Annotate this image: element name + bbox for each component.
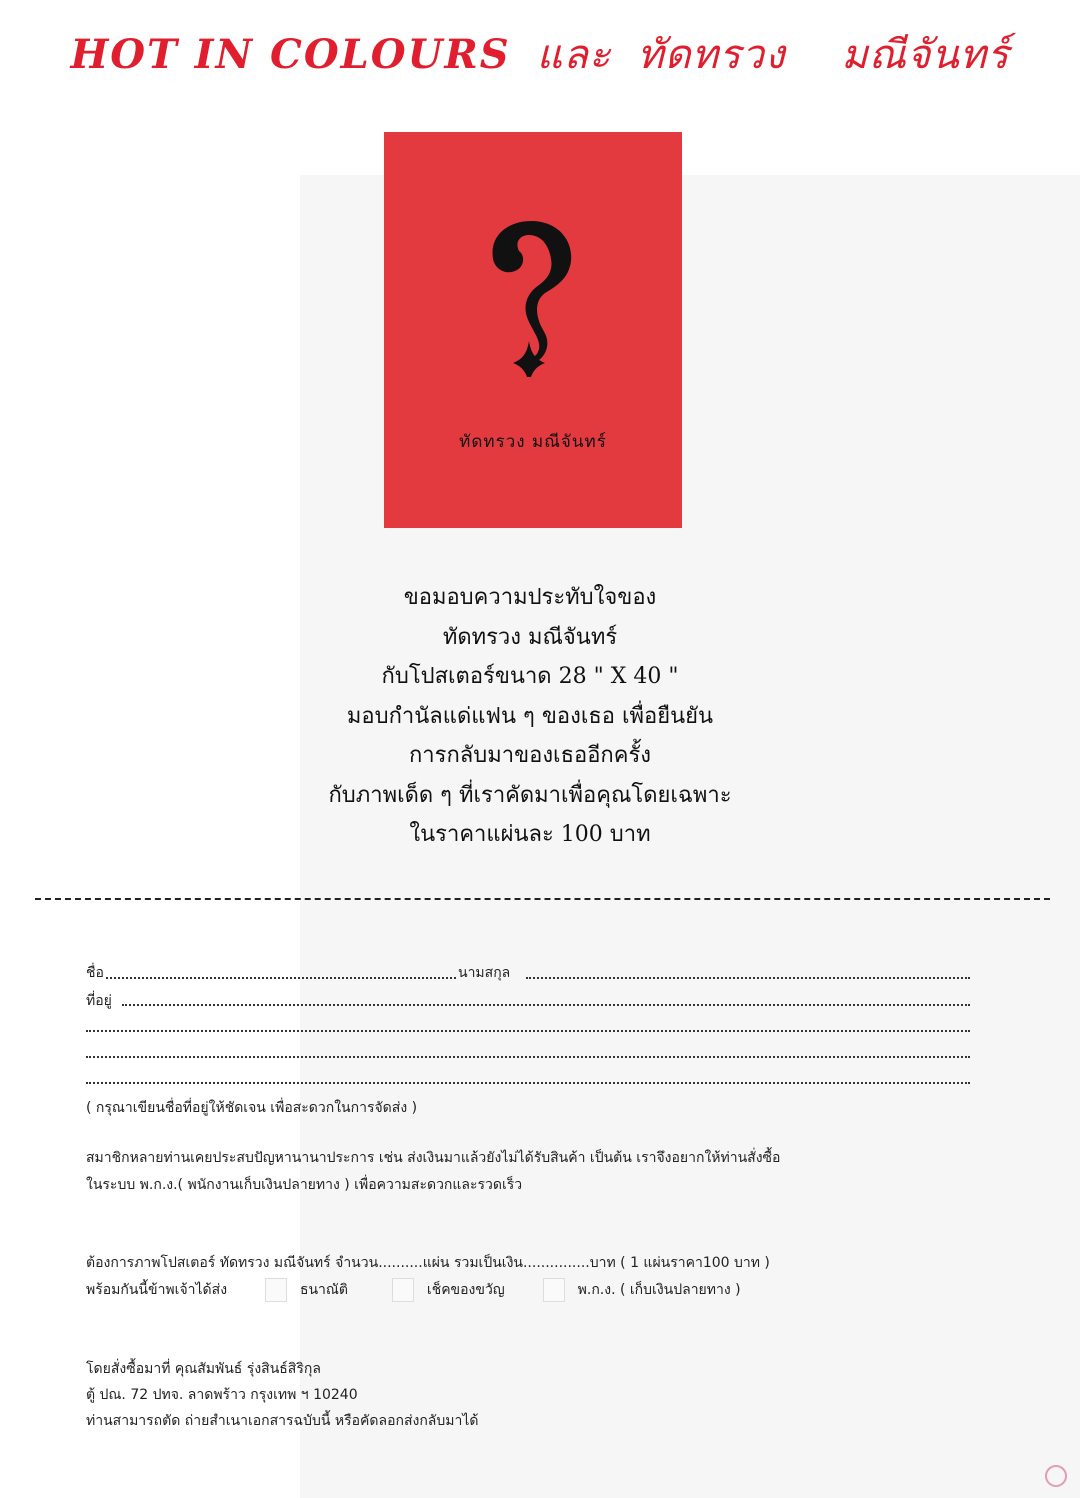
address-field-line[interactable] xyxy=(122,1004,970,1006)
stamp-icon xyxy=(1045,1465,1067,1487)
surname-label: นามสกุล xyxy=(458,965,511,981)
address-hint: ( กรุณาเขียนชื่อที่อยู่ให้ชัดเจน เพื่อสะดวกในการจัดส่ง ) xyxy=(86,1100,418,1116)
footer-line: โดยสั่งซื้อมาที่ คุณสัมพันธ์ รุ่งสินธ์สิริกุล xyxy=(86,1361,321,1377)
footer-line: ตู้ ปณ. 72 ปทจ. ลาดพร้าว กรุงเทพ ฯ 10240 xyxy=(86,1387,358,1403)
address-field-line[interactable] xyxy=(86,1056,970,1058)
address-field-line[interactable] xyxy=(86,1030,970,1032)
notice-line: สมาชิกหลายท่านเคยประสบปัญหานานาประการ เช่น ส่งเงินมาแล้วยังไม่ได้รับสินค้า เป็นต้น เราจึงอยากให้ท่านสั่งซื้อ xyxy=(86,1150,781,1166)
promo-line: ในราคาแผ่นละ 100 บาท xyxy=(409,822,651,847)
poster-artist-name: ทัดทรวง มณีจันทร์ xyxy=(459,432,607,452)
money-order-checkbox[interactable] xyxy=(265,1278,287,1302)
header-title: HOT IN COLOURS xyxy=(70,31,511,78)
surname-field[interactable] xyxy=(526,977,970,979)
promo-line: กับภาพเด็ด ๆ ที่เราคัดมาเพื่อคุณโดยเฉพาะ xyxy=(328,782,732,808)
footer-line: ท่านสามารถตัด ถ่ายสำเนาเอกสารฉบับนี้ หรือคัดลอกส่งกลับมาได้ xyxy=(86,1413,479,1429)
header-artist-first: ทัดทรวง xyxy=(637,32,786,78)
cut-line-divider xyxy=(35,898,1050,900)
cod-checkbox[interactable] xyxy=(543,1278,565,1302)
payment-row xyxy=(86,1278,741,1302)
name-label: ชื่อ xyxy=(86,965,104,981)
promo-line: ขอมอบความประทับใจของ xyxy=(403,585,657,610)
page-header xyxy=(0,22,1080,86)
address-field-line[interactable] xyxy=(86,1082,970,1084)
payment-option-label: ธนาณัติ xyxy=(299,1282,348,1298)
header-conjunction: และ xyxy=(536,32,612,78)
gift-cheque-checkbox[interactable] xyxy=(392,1278,414,1302)
payment-label: พร้อมกันนี้ข้าพเจ้าได้ส่ง xyxy=(86,1282,228,1298)
notice-line: ในระบบ พ.ก.ง.( พนักงานเก็บเงินปลายทาง ) เพื่อความสะดวกและรวดเร็ว xyxy=(86,1177,523,1193)
promo-line: กับโปสเตอร์ขนาด 28 " X 40 " xyxy=(381,664,679,689)
promo-line: การกลับมาของเธออีกครั้ง xyxy=(408,743,652,768)
payment-option-label: เช็คของขวัญ xyxy=(426,1282,505,1298)
promo-line: มอบกำนัลแด่แฟน ๆ ของเธอ เพื่อยืนยัน xyxy=(346,703,714,729)
name-field[interactable] xyxy=(106,977,456,979)
payment-option-label: พ.ก.ง. ( เก็บเงินปลายทาง ) xyxy=(577,1282,741,1298)
promo-message xyxy=(240,578,820,855)
question-mark-star-icon xyxy=(479,217,589,377)
header-artist-last: มณีจันทร์ xyxy=(841,32,1010,78)
poster-image xyxy=(384,132,682,528)
promo-line: ทัดทรวง มณีจันทร์ xyxy=(442,624,618,650)
address-label: ที่อยู่ xyxy=(86,993,112,1009)
order-line: ต้องการภาพโปสเตอร์ ทัดทรวง มณีจันทร์ จำนวน..........แผ่น รวมเป็นเงิน...............บาท ( 1 แผ่นราคา100 บาท ) xyxy=(86,1255,770,1271)
